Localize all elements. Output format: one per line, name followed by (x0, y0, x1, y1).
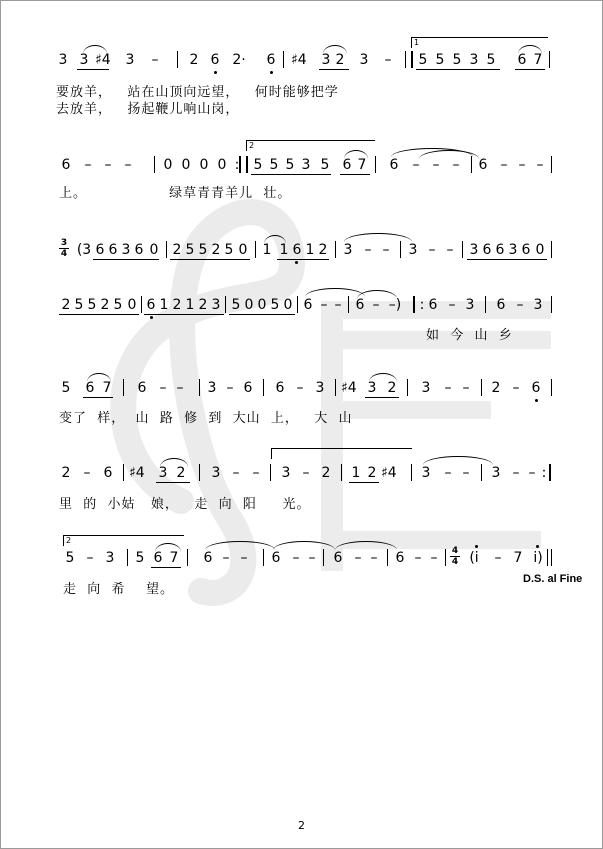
barline (335, 241, 336, 258)
note: 6 (303, 297, 313, 313)
barline (123, 379, 124, 396)
note: 1 (159, 297, 169, 313)
note: 7 (533, 52, 543, 68)
staff-row-7 (1, 536, 602, 569)
note: ♯4 (95, 52, 111, 68)
underline-eighth (467, 259, 547, 260)
note: – (334, 297, 342, 313)
low-octave-dot (214, 71, 217, 74)
barline (283, 51, 284, 68)
note: – (512, 465, 520, 481)
low-octave-dot (535, 399, 538, 402)
high-octave-dot (536, 545, 539, 548)
lyric-line-7: 走 向 希 望。 (63, 582, 175, 597)
page-number: 2 (298, 819, 305, 832)
note: – (159, 380, 167, 396)
repeat-dots: : (234, 157, 240, 173)
underline-eighth (93, 259, 159, 260)
barline (323, 549, 324, 566)
note: 5 (418, 52, 428, 68)
note: – (86, 550, 94, 566)
time-sig-bottom: 4 (60, 249, 68, 259)
note: 6 (355, 297, 365, 313)
note: 2 (176, 465, 186, 481)
barline (263, 379, 264, 396)
note: 3 (533, 297, 543, 313)
low-octave-dot (295, 261, 298, 264)
barline (411, 464, 412, 481)
barline (127, 549, 128, 566)
lyric-line-1a: 要放羊， 站在山顶向远望， 何时能够把学 (56, 85, 339, 100)
underline-eighth (340, 174, 370, 175)
note: – (444, 465, 452, 481)
lyric-line-5: 变了 样， 山 路 修 到 大山 上， 大 山 (59, 411, 353, 426)
note: 2 (491, 380, 501, 396)
note: 0 (127, 297, 137, 313)
volta-number: 2 (249, 141, 255, 150)
underline-eighth (416, 69, 500, 70)
note: – (364, 242, 372, 258)
note: 2 (100, 297, 110, 313)
note: 6 (95, 242, 105, 258)
note: 3 (421, 380, 431, 396)
note: 6 (333, 550, 343, 566)
note: 3 (301, 157, 311, 173)
note: 5 (87, 297, 97, 313)
note: 2 (189, 52, 199, 68)
note: – (432, 157, 440, 173)
barline (407, 379, 408, 396)
note: 6 (478, 157, 488, 173)
barline (123, 464, 124, 481)
note: 2 (367, 465, 377, 481)
underline-eighth (156, 482, 190, 483)
underline-eighth (277, 259, 329, 260)
note: 2 (321, 465, 331, 481)
note: ♯4 (291, 52, 307, 68)
note: 6 (521, 242, 531, 258)
staff-row-4 (1, 296, 602, 316)
note: 3 (125, 52, 135, 68)
repeat-end-barline (239, 156, 241, 173)
note: 2 (172, 297, 182, 313)
note: – (448, 297, 456, 313)
barline (485, 296, 486, 313)
note: 0 (163, 157, 173, 173)
repeat-end-barline (549, 464, 551, 481)
note: – (354, 550, 362, 566)
note: – (430, 550, 438, 566)
note: 7 (102, 380, 112, 396)
lyric-line-2: 上。 绿草青青羊儿 壮。 (59, 186, 292, 201)
note: 6 (342, 157, 352, 173)
note: 5 (185, 242, 195, 258)
note: 3 (105, 550, 115, 566)
note: 6 (103, 465, 113, 481)
note: – (414, 550, 422, 566)
note: (i (469, 550, 479, 566)
note: 0 (217, 157, 227, 173)
note: 0 (283, 297, 293, 313)
note: i) (533, 550, 543, 566)
note: – (308, 550, 316, 566)
note: 6 (134, 242, 144, 258)
note: 6 (108, 242, 118, 258)
volta-number: 2 (66, 536, 72, 545)
note: 5 (435, 52, 445, 68)
note: 7 (169, 550, 179, 566)
underline-eighth (170, 259, 250, 260)
note: – (252, 465, 260, 481)
note: – (292, 550, 300, 566)
barline (141, 296, 142, 313)
underline-eighth (515, 69, 545, 70)
note: – (462, 380, 470, 396)
note: 3 (469, 242, 479, 258)
barline (199, 379, 200, 396)
barline (400, 241, 401, 258)
underline-eighth (229, 314, 295, 315)
barline (551, 379, 552, 396)
note: 1 (279, 242, 289, 258)
barline (348, 296, 349, 313)
note: ♯4 (129, 465, 145, 481)
note: 1 (305, 242, 315, 258)
note: 3 (491, 465, 501, 481)
note: 5 (253, 157, 263, 173)
note: 6 (495, 242, 505, 258)
staff-row-2 (1, 141, 602, 176)
note: – (384, 52, 392, 68)
note: – (296, 380, 304, 396)
volta-bracket-4 (63, 535, 184, 546)
note: 6 (271, 550, 281, 566)
note: 5 (135, 550, 145, 566)
note: 5 (452, 52, 462, 68)
note: – (444, 380, 452, 396)
barline (187, 549, 188, 566)
note: – (512, 380, 520, 396)
note: – (494, 550, 502, 566)
note: – (500, 157, 508, 173)
note: 6 (496, 297, 506, 313)
note: 5 (270, 297, 280, 313)
underline-eighth (83, 397, 113, 398)
note: 6 (395, 550, 405, 566)
note: 3 (508, 242, 518, 258)
lyric-line-4: 如 今 山 乡 (426, 328, 513, 343)
note: ♯4 (381, 465, 397, 481)
underline-eighth (151, 567, 181, 568)
note: – (240, 550, 248, 566)
note: 3 (79, 52, 89, 68)
lyric-line-6: 里 的 小姑 娘， 走 向 阳 光。 (59, 497, 311, 512)
note: 3 (367, 380, 377, 396)
note: 3 (421, 465, 431, 481)
note: 6 (428, 297, 438, 313)
repeat-start-barline (246, 156, 248, 173)
note: 2 (211, 242, 221, 258)
volta-bracket-3 (271, 448, 412, 459)
note: 6 (517, 52, 527, 68)
underline-eighth (144, 314, 224, 315)
barline (551, 241, 552, 258)
note: 3 (469, 52, 479, 68)
note: 2 (198, 297, 208, 313)
note: – (536, 157, 544, 173)
note: 6 (243, 380, 253, 396)
note: 0 (181, 157, 191, 173)
note: 0 (149, 242, 159, 258)
note: 5 (486, 52, 496, 68)
note: 2 (172, 242, 182, 258)
note: 2 (335, 52, 345, 68)
staff-row-5 (1, 379, 602, 399)
note: 1 (185, 297, 195, 313)
note: 0 (535, 242, 545, 258)
note: – (446, 242, 454, 258)
note: – (232, 465, 240, 481)
note: 6 (210, 52, 220, 68)
note: – (176, 380, 184, 396)
note: 5 (269, 157, 279, 173)
barline (387, 549, 388, 566)
final-barline (551, 549, 552, 566)
note: 1 (351, 465, 361, 481)
underline-eighth (349, 482, 379, 483)
note: 6 (137, 380, 147, 396)
note: 7 (513, 550, 523, 566)
barline (405, 51, 406, 68)
note: 6 (389, 157, 399, 173)
note: 6 (531, 380, 541, 396)
barline (263, 549, 264, 566)
barline (177, 51, 178, 68)
barline (297, 296, 298, 313)
note: – (302, 465, 310, 481)
note: –) (388, 297, 402, 313)
note: – (104, 157, 112, 173)
note: 3 (281, 465, 291, 481)
note: 2 (61, 297, 71, 313)
note: (3 (76, 242, 92, 258)
note: 5 (65, 550, 75, 566)
barline (549, 51, 550, 68)
note: 3 (207, 380, 217, 396)
underline-eighth (319, 69, 349, 70)
time-sig-top: 4 (451, 546, 459, 556)
note: – (372, 297, 380, 313)
note: 3 (58, 52, 68, 68)
note: 5 (61, 380, 71, 396)
note: – (84, 157, 92, 173)
note: 6 (153, 550, 163, 566)
barline (166, 241, 167, 258)
note: 5 (285, 157, 295, 173)
barline (225, 296, 226, 313)
volta-bracket-1 (411, 37, 548, 48)
note: – (452, 157, 460, 173)
note: 6 (203, 550, 213, 566)
note: 5 (224, 242, 234, 258)
note: – (516, 297, 524, 313)
lyric-line-1b: 去放羊， 扬起鞭儿响山岗， (56, 102, 240, 117)
note: – (226, 380, 234, 396)
note: 6 (482, 242, 492, 258)
note: 5 (113, 297, 123, 313)
staff-row-3 (1, 238, 602, 261)
barline (551, 156, 552, 173)
note: – (370, 550, 378, 566)
note: 2 (61, 465, 71, 481)
barline (199, 464, 200, 481)
note: 5 (231, 297, 241, 313)
note: 3 (121, 242, 131, 258)
barline (341, 464, 342, 481)
note: – (222, 550, 230, 566)
barline (445, 549, 446, 566)
volta-number: 1 (414, 38, 420, 47)
note: – (151, 52, 159, 68)
underline-eighth (365, 397, 399, 398)
note: 5 (74, 297, 84, 313)
note: 3 (321, 52, 331, 68)
barline (335, 379, 336, 396)
note: 3 (315, 380, 325, 396)
note: 6 (61, 157, 71, 173)
note: 3 (408, 242, 418, 258)
note: ♯4 (341, 380, 357, 396)
note: 3 (211, 465, 221, 481)
note: 3 (211, 297, 221, 313)
barline (547, 549, 548, 566)
note: – (462, 465, 470, 481)
note: 3 (465, 297, 475, 313)
note: 6 (146, 297, 156, 313)
high-octave-dot (475, 545, 478, 548)
underline-eighth (59, 314, 139, 315)
underline-eighth (77, 69, 109, 70)
time-sig-top: 3 (60, 238, 68, 248)
note: 0 (244, 297, 254, 313)
note: 5 (320, 157, 330, 173)
repeat-dots: : (419, 297, 425, 313)
underline-eighth (251, 174, 331, 175)
low-octave-dot (150, 316, 153, 319)
volta-bracket-2 (246, 140, 375, 151)
barline (255, 241, 256, 258)
barline (375, 156, 376, 173)
note: 6 (275, 380, 285, 396)
barline (154, 156, 155, 173)
barline (481, 464, 482, 481)
note: 1 (262, 242, 272, 258)
staff-row-1 (1, 38, 602, 71)
staff-row-6 (1, 464, 602, 484)
note: – (518, 157, 526, 173)
ds-al-fine-marking: D.S. al Fine (523, 573, 583, 585)
note: – (412, 157, 420, 173)
note: 0 (257, 297, 267, 313)
note: 6 (85, 380, 95, 396)
barline (551, 296, 552, 313)
barline (462, 241, 463, 258)
barline (481, 379, 482, 396)
time-sig-bottom: 4 (451, 557, 459, 567)
note: 3 (158, 465, 168, 481)
note: – (528, 465, 536, 481)
note: – (428, 242, 436, 258)
repeat-dots: : (541, 465, 547, 481)
barline (270, 464, 271, 481)
low-octave-dot (270, 71, 273, 74)
note: 2· (232, 52, 246, 68)
note: 5 (198, 242, 208, 258)
note: – (320, 297, 328, 313)
note: 3 (343, 242, 353, 258)
note: – (382, 242, 390, 258)
note: 2 (387, 380, 397, 396)
repeat-start-barline (411, 51, 413, 68)
note: 6 (266, 52, 276, 68)
note: 6 (292, 242, 302, 258)
note: 0 (238, 242, 248, 258)
note: 0 (199, 157, 209, 173)
note: 3 (359, 52, 369, 68)
note: – (124, 157, 132, 173)
note: – (83, 465, 91, 481)
note: 2 (318, 242, 328, 258)
note: 7 (357, 157, 367, 173)
